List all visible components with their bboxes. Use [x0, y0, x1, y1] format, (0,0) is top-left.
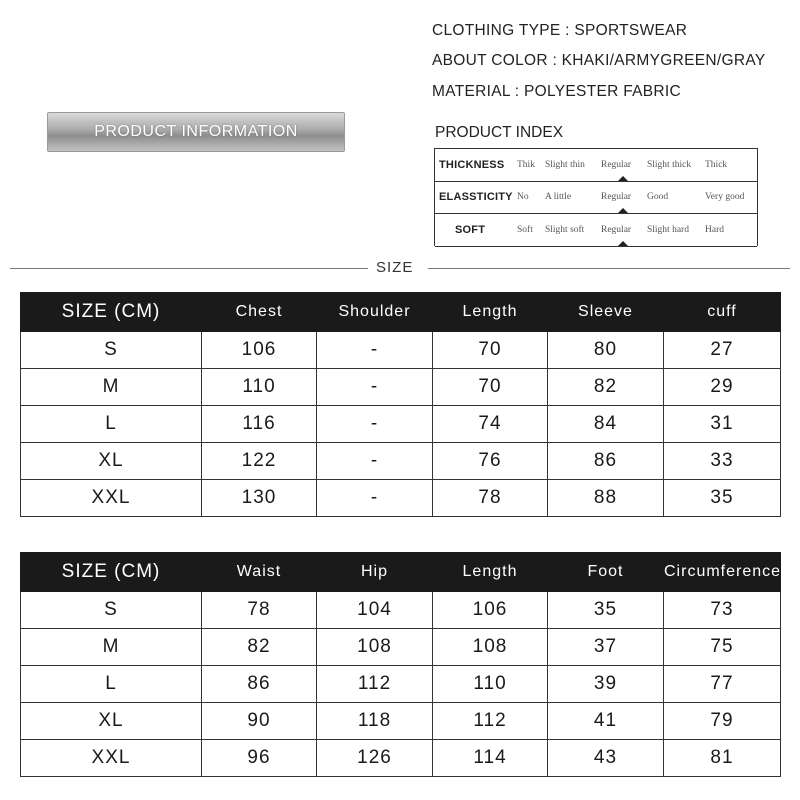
table-cell: 88 [548, 480, 664, 517]
table-cell: M [21, 629, 202, 666]
table-cell: 27 [664, 332, 781, 369]
table-row [21, 369, 781, 406]
product-index-option: Slight thick [647, 160, 692, 170]
table-cell: 86 [202, 666, 317, 703]
table-cell: 41 [548, 703, 664, 740]
clothing-type-text: CLOTHING TYPE : SPORTSWEAR [432, 22, 688, 39]
table-row [21, 406, 781, 443]
table-row [21, 740, 781, 777]
table-cell: 118 [317, 703, 433, 740]
table-cell: 80 [548, 332, 664, 369]
product-index-option: Regular [601, 225, 632, 235]
product-index-row [435, 214, 757, 247]
product-index-row [435, 148, 757, 182]
table-cell: 33 [664, 443, 781, 480]
product-index-option: Regular [601, 192, 632, 202]
table-cell: 106 [433, 592, 548, 629]
product-index-option: Thick [705, 160, 728, 170]
table-cell: 70 [433, 332, 548, 369]
product-index-option: Regular [601, 160, 632, 170]
table-cell: 77 [664, 666, 781, 703]
table-cell: 116 [202, 406, 317, 443]
table-cell: XXL [21, 740, 202, 777]
table-cell: 114 [433, 740, 548, 777]
table-cell: 106 [202, 332, 317, 369]
product-index-option: Soft [517, 225, 533, 235]
product-information-badge: PRODUCT INFORMATION [47, 112, 345, 152]
product-index-option: Slight thin [545, 160, 585, 170]
column-header: Hip [317, 553, 433, 592]
product-index-label: THICKNESS [439, 159, 505, 171]
column-header: Length [433, 553, 548, 592]
table-row [21, 666, 781, 703]
table-cell: XXL [21, 480, 202, 517]
product-index-option: Hard [705, 225, 724, 235]
table-cell: 43 [548, 740, 664, 777]
table-cell: L [21, 666, 202, 703]
table-cell: 73 [664, 592, 781, 629]
table-cell: - [317, 443, 433, 480]
table-cell: 104 [317, 592, 433, 629]
selected-marker-icon [618, 208, 628, 213]
column-header: Waist [202, 553, 317, 592]
product-index-option: Slight soft [545, 225, 585, 235]
product-index-title: PRODUCT INDEX [435, 124, 564, 141]
table-cell: 29 [664, 369, 781, 406]
table-row [21, 332, 781, 369]
size-divider-right [428, 268, 790, 269]
table-cell: 130 [202, 480, 317, 517]
table-cell: L [21, 406, 202, 443]
size-divider-left [10, 268, 368, 269]
table-cell: 70 [433, 369, 548, 406]
table-cell: 96 [202, 740, 317, 777]
column-header: SIZE (CM) [21, 553, 202, 592]
column-header: Foot [548, 553, 664, 592]
table-cell: - [317, 332, 433, 369]
column-header: Circumference [664, 553, 781, 592]
table-cell: 81 [664, 740, 781, 777]
column-header: SIZE (CM) [21, 293, 202, 332]
table-cell: 110 [202, 369, 317, 406]
table-cell: 82 [202, 629, 317, 666]
product-index-row [435, 181, 757, 214]
table-cell: 82 [548, 369, 664, 406]
size-section-title: SIZE [376, 259, 414, 276]
table-cell: 39 [548, 666, 664, 703]
table-row [21, 592, 781, 629]
table-row [21, 629, 781, 666]
column-header: Sleeve [548, 293, 664, 332]
table-cell: 108 [433, 629, 548, 666]
table-cell: 35 [664, 480, 781, 517]
table-cell: S [21, 592, 202, 629]
table-cell: 37 [548, 629, 664, 666]
table-cell: 126 [317, 740, 433, 777]
table-cell: 78 [433, 480, 548, 517]
column-header: cuff [664, 293, 781, 332]
table-cell: 76 [433, 443, 548, 480]
table-cell: XL [21, 703, 202, 740]
table-row [21, 703, 781, 740]
table-cell: 79 [664, 703, 781, 740]
table-cell: 108 [317, 629, 433, 666]
table-cell: - [317, 480, 433, 517]
table-cell: 112 [317, 666, 433, 703]
product-index-option: A little [545, 192, 572, 202]
table-cell: 75 [664, 629, 781, 666]
product-index-option: Thik [517, 160, 535, 170]
table-row [21, 443, 781, 480]
column-header: Chest [202, 293, 317, 332]
color-text: ABOUT COLOR : KHAKI/ARMYGREEN/GRAY [432, 52, 766, 69]
product-index-label: SOFT [455, 224, 486, 236]
table-cell: 110 [433, 666, 548, 703]
top-size-table [20, 292, 781, 517]
product-index-label: ELASSTICITY [439, 191, 513, 203]
product-index-option: Slight hard [647, 225, 689, 235]
column-header: Length [433, 293, 548, 332]
table-cell: S [21, 332, 202, 369]
material-text: MATERIAL : POLYESTER FABRIC [432, 83, 681, 100]
table-cell: 78 [202, 592, 317, 629]
product-index-box [434, 148, 758, 246]
column-header: Shoulder [317, 293, 433, 332]
product-index-option: Good [647, 192, 669, 202]
table-cell: - [317, 369, 433, 406]
table-cell: 122 [202, 443, 317, 480]
product-index-option: Very good [705, 192, 745, 202]
table-cell: 74 [433, 406, 548, 443]
product-index-option: No [517, 192, 529, 202]
table-cell: 90 [202, 703, 317, 740]
table-cell: 31 [664, 406, 781, 443]
table-cell: 35 [548, 592, 664, 629]
table-cell: M [21, 369, 202, 406]
selected-marker-icon [618, 241, 628, 246]
table-cell: - [317, 406, 433, 443]
bottom-size-table [20, 552, 781, 777]
table-cell: 112 [433, 703, 548, 740]
table-cell: 84 [548, 406, 664, 443]
table-cell: XL [21, 443, 202, 480]
table-row [21, 480, 781, 517]
table-cell: 86 [548, 443, 664, 480]
